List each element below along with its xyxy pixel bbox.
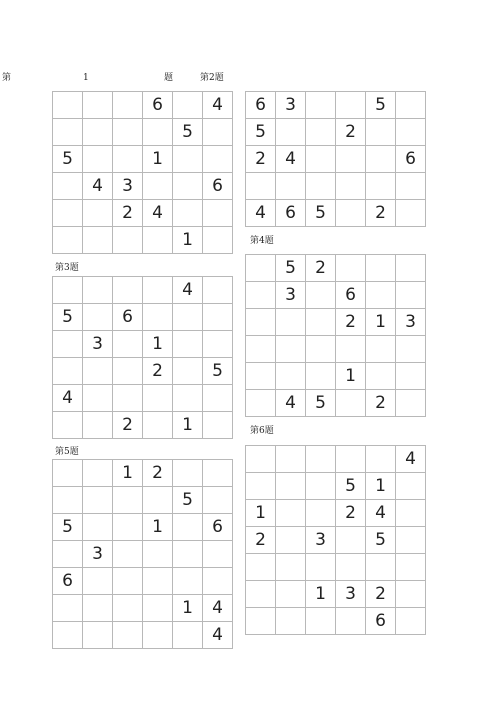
- grid-cell: [396, 581, 426, 608]
- grid-cell: [336, 608, 366, 635]
- grid-row: [53, 227, 233, 254]
- grid-cell: 1: [306, 581, 336, 608]
- grid-cell: [143, 173, 173, 200]
- grid-cell: [306, 363, 336, 390]
- grid-cell: 4: [396, 446, 426, 473]
- puzzle-5-grid: [52, 459, 233, 649]
- grid-cell: [246, 309, 276, 336]
- grid-cell: 2: [246, 146, 276, 173]
- grid-cell: [336, 336, 366, 363]
- grid-cell: [246, 581, 276, 608]
- grid-cell: 4: [276, 146, 306, 173]
- grid-row: [53, 412, 233, 439]
- grid-cell: 2: [336, 500, 366, 527]
- puzzle-4-label: 第4题: [250, 236, 274, 246]
- puzzle-1-label-prefix: 第: [2, 73, 12, 83]
- grid-row: [246, 255, 426, 282]
- grid-row: [53, 514, 233, 541]
- grid-cell: [306, 554, 336, 581]
- grid-row: [246, 200, 426, 227]
- grid-cell: [83, 487, 113, 514]
- grid-cell: [203, 146, 233, 173]
- grid-cell: 6: [143, 92, 173, 119]
- grid-cell: 3: [113, 173, 143, 200]
- grid-row: [53, 92, 233, 119]
- grid-cell: 4: [203, 92, 233, 119]
- grid-row: [246, 608, 426, 635]
- grid-row: [246, 309, 426, 336]
- grid-cell: [306, 92, 336, 119]
- grid-cell: [83, 200, 113, 227]
- grid-cell: 5: [366, 527, 396, 554]
- grid-cell: 2: [366, 581, 396, 608]
- grid-cell: [143, 385, 173, 412]
- grid-cell: [366, 255, 396, 282]
- grid-cell: [173, 331, 203, 358]
- grid-cell: 1: [173, 595, 203, 622]
- grid-cell: [203, 331, 233, 358]
- grid-cell: 1: [336, 363, 366, 390]
- grid-cell: [113, 514, 143, 541]
- grid-cell: [276, 500, 306, 527]
- grid-cell: [306, 500, 336, 527]
- grid-cell: 4: [203, 622, 233, 649]
- grid-row: [53, 119, 233, 146]
- grid-cell: 3: [306, 527, 336, 554]
- grid-cell: [396, 527, 426, 554]
- grid-cell: [83, 227, 113, 254]
- grid-cell: [246, 554, 276, 581]
- grid-cell: [366, 336, 396, 363]
- grid-cell: [276, 173, 306, 200]
- grid-row: [246, 173, 426, 200]
- grid-cell: [53, 331, 83, 358]
- grid-cell: [276, 608, 306, 635]
- grid-row: [53, 277, 233, 304]
- grid-row: [53, 146, 233, 173]
- grid-cell: [83, 460, 113, 487]
- grid-cell: 2: [336, 119, 366, 146]
- grid-cell: [143, 304, 173, 331]
- grid-row: [53, 304, 233, 331]
- grid-cell: [83, 514, 113, 541]
- grid-cell: [113, 358, 143, 385]
- grid-cell: 1: [173, 412, 203, 439]
- grid-cell: [173, 358, 203, 385]
- grid-cell: [113, 487, 143, 514]
- grid-cell: 6: [396, 146, 426, 173]
- grid-cell: [396, 92, 426, 119]
- grid-cell: [366, 119, 396, 146]
- grid-row: [53, 622, 233, 649]
- grid-cell: [83, 358, 113, 385]
- grid-cell: [336, 146, 366, 173]
- grid-cell: [366, 363, 396, 390]
- grid-cell: 6: [203, 173, 233, 200]
- grid-cell: [203, 200, 233, 227]
- grid-cell: [246, 446, 276, 473]
- grid-row: [246, 119, 426, 146]
- grid-cell: [203, 541, 233, 568]
- grid-row: [246, 527, 426, 554]
- grid-cell: [246, 473, 276, 500]
- grid-cell: [246, 173, 276, 200]
- grid-cell: 6: [276, 200, 306, 227]
- grid-row: [246, 581, 426, 608]
- grid-cell: [203, 119, 233, 146]
- grid-row: [246, 92, 426, 119]
- grid-row: [53, 173, 233, 200]
- grid-cell: [173, 514, 203, 541]
- puzzle-4-grid: [245, 254, 426, 417]
- grid-row: [53, 385, 233, 412]
- grid-cell: [113, 146, 143, 173]
- grid-row: [53, 541, 233, 568]
- grid-row: [246, 390, 426, 417]
- grid-cell: [396, 336, 426, 363]
- grid-cell: [53, 119, 83, 146]
- grid-cell: [246, 255, 276, 282]
- grid-cell: [53, 541, 83, 568]
- grid-cell: [173, 200, 203, 227]
- grid-cell: 5: [336, 473, 366, 500]
- grid-cell: [113, 277, 143, 304]
- grid-cell: [113, 622, 143, 649]
- grid-cell: [306, 336, 336, 363]
- grid-cell: [366, 554, 396, 581]
- grid-cell: [173, 622, 203, 649]
- grid-cell: [143, 595, 173, 622]
- grid-cell: [276, 446, 306, 473]
- grid-cell: [336, 390, 366, 417]
- grid-cell: 5: [173, 119, 203, 146]
- grid-row: [53, 460, 233, 487]
- grid-row: [246, 363, 426, 390]
- grid-cell: 5: [53, 146, 83, 173]
- grid-cell: [246, 282, 276, 309]
- grid-cell: 1: [143, 146, 173, 173]
- grid-cell: [336, 92, 366, 119]
- grid-cell: 4: [143, 200, 173, 227]
- grid-cell: 5: [53, 304, 83, 331]
- grid-cell: [53, 358, 83, 385]
- puzzle-6-label: 第6题: [250, 426, 274, 436]
- grid-cell: 3: [276, 282, 306, 309]
- puzzle-5-label: 第5题: [55, 447, 79, 457]
- grid-cell: [276, 336, 306, 363]
- puzzle-3-label: 第3题: [55, 263, 79, 273]
- grid-cell: [83, 622, 113, 649]
- grid-cell: 1: [113, 460, 143, 487]
- grid-cell: 5: [306, 390, 336, 417]
- grid-cell: 5: [276, 255, 306, 282]
- grid-cell: [143, 622, 173, 649]
- grid-cell: [276, 119, 306, 146]
- grid-cell: 5: [366, 92, 396, 119]
- grid-row: [246, 500, 426, 527]
- grid-cell: 6: [366, 608, 396, 635]
- grid-cell: [306, 473, 336, 500]
- grid-cell: [173, 460, 203, 487]
- grid-cell: [203, 277, 233, 304]
- grid-cell: [396, 255, 426, 282]
- grid-cell: 4: [53, 385, 83, 412]
- grid-cell: [113, 568, 143, 595]
- grid-row: [246, 336, 426, 363]
- grid-cell: [53, 460, 83, 487]
- grid-cell: 4: [276, 390, 306, 417]
- grid-cell: [366, 282, 396, 309]
- grid-cell: [306, 119, 336, 146]
- puzzle-1-grid: [52, 91, 233, 254]
- puzzle-6-grid: [245, 445, 426, 635]
- grid-row: [53, 487, 233, 514]
- grid-cell: [336, 200, 366, 227]
- grid-cell: 6: [246, 92, 276, 119]
- grid-cell: [246, 390, 276, 417]
- grid-cell: 2: [366, 390, 396, 417]
- grid-cell: [306, 608, 336, 635]
- grid-cell: 4: [173, 277, 203, 304]
- grid-cell: 6: [336, 282, 366, 309]
- grid-cell: [113, 385, 143, 412]
- grid-cell: 3: [396, 309, 426, 336]
- grid-cell: [396, 500, 426, 527]
- grid-cell: [396, 473, 426, 500]
- grid-row: [53, 331, 233, 358]
- grid-cell: [276, 581, 306, 608]
- grid-cell: [173, 541, 203, 568]
- grid-cell: 5: [306, 200, 336, 227]
- grid-cell: [336, 554, 366, 581]
- grid-cell: [143, 227, 173, 254]
- grid-cell: [306, 309, 336, 336]
- grid-cell: [276, 527, 306, 554]
- grid-cell: [396, 282, 426, 309]
- grid-cell: [396, 390, 426, 417]
- grid-cell: 2: [246, 527, 276, 554]
- grid-cell: 3: [276, 92, 306, 119]
- grid-row: [246, 282, 426, 309]
- grid-cell: [203, 385, 233, 412]
- grid-cell: [203, 304, 233, 331]
- grid-cell: [143, 412, 173, 439]
- grid-cell: [53, 92, 83, 119]
- grid-row: [246, 446, 426, 473]
- grid-cell: [143, 541, 173, 568]
- grid-cell: [83, 304, 113, 331]
- grid-cell: [306, 146, 336, 173]
- grid-cell: [276, 554, 306, 581]
- grid-cell: [276, 363, 306, 390]
- grid-cell: [203, 487, 233, 514]
- grid-cell: 3: [336, 581, 366, 608]
- grid-cell: [113, 92, 143, 119]
- puzzle-3-grid: [52, 276, 233, 439]
- grid-cell: [53, 173, 83, 200]
- grid-cell: [246, 363, 276, 390]
- grid-cell: 1: [143, 514, 173, 541]
- grid-cell: [83, 412, 113, 439]
- grid-cell: [366, 173, 396, 200]
- grid-cell: [113, 595, 143, 622]
- grid-cell: 6: [53, 568, 83, 595]
- grid-cell: [143, 568, 173, 595]
- puzzle-1-label-number: 1: [83, 73, 89, 83]
- grid-cell: [396, 554, 426, 581]
- grid-cell: [53, 277, 83, 304]
- grid-cell: [203, 412, 233, 439]
- puzzle-1-label-suffix: 题: [164, 73, 174, 83]
- grid-cell: [246, 336, 276, 363]
- grid-cell: [83, 92, 113, 119]
- grid-row: [53, 568, 233, 595]
- grid-cell: [113, 541, 143, 568]
- grid-cell: 5: [203, 358, 233, 385]
- grid-cell: [173, 568, 203, 595]
- grid-cell: 1: [246, 500, 276, 527]
- grid-cell: 2: [336, 309, 366, 336]
- grid-cell: 2: [113, 200, 143, 227]
- grid-cell: [396, 173, 426, 200]
- grid-cell: 1: [143, 331, 173, 358]
- grid-cell: [53, 595, 83, 622]
- grid-cell: [276, 473, 306, 500]
- grid-cell: 5: [246, 119, 276, 146]
- grid-cell: [113, 227, 143, 254]
- grid-cell: [173, 304, 203, 331]
- grid-cell: [83, 146, 113, 173]
- grid-cell: 2: [143, 460, 173, 487]
- grid-cell: 3: [83, 541, 113, 568]
- grid-cell: [366, 446, 396, 473]
- grid-cell: 1: [366, 309, 396, 336]
- grid-cell: 5: [173, 487, 203, 514]
- grid-cell: 6: [113, 304, 143, 331]
- grid-row: [246, 146, 426, 173]
- grid-cell: [143, 119, 173, 146]
- grid-cell: [396, 200, 426, 227]
- grid-cell: [173, 146, 203, 173]
- grid-cell: 5: [53, 514, 83, 541]
- grid-cell: [53, 487, 83, 514]
- grid-cell: 6: [203, 514, 233, 541]
- grid-cell: [246, 608, 276, 635]
- puzzle-2-grid: [245, 91, 426, 227]
- grid-cell: 1: [173, 227, 203, 254]
- grid-cell: [203, 568, 233, 595]
- grid-cell: [306, 446, 336, 473]
- grid-cell: 2: [113, 412, 143, 439]
- grid-cell: [203, 460, 233, 487]
- grid-cell: [143, 277, 173, 304]
- grid-cell: [336, 527, 366, 554]
- grid-cell: [53, 227, 83, 254]
- grid-cell: 2: [366, 200, 396, 227]
- grid-cell: [113, 331, 143, 358]
- grid-cell: 4: [366, 500, 396, 527]
- grid-cell: [336, 255, 366, 282]
- grid-cell: 4: [203, 595, 233, 622]
- grid-cell: [143, 487, 173, 514]
- grid-cell: [53, 622, 83, 649]
- grid-cell: [306, 173, 336, 200]
- grid-cell: 4: [83, 173, 113, 200]
- grid-cell: [396, 363, 426, 390]
- grid-cell: [113, 119, 143, 146]
- grid-cell: [83, 385, 113, 412]
- grid-cell: [83, 568, 113, 595]
- grid-cell: 2: [306, 255, 336, 282]
- grid-cell: [396, 119, 426, 146]
- grid-cell: 4: [246, 200, 276, 227]
- grid-cell: [83, 595, 113, 622]
- grid-cell: [53, 200, 83, 227]
- grid-cell: [203, 227, 233, 254]
- grid-row: [53, 358, 233, 385]
- grid-cell: 3: [83, 331, 113, 358]
- grid-cell: [276, 309, 306, 336]
- puzzle-2-label: 第2题: [200, 73, 224, 83]
- grid-cell: [396, 608, 426, 635]
- grid-cell: [173, 173, 203, 200]
- grid-cell: 1: [366, 473, 396, 500]
- grid-cell: 2: [143, 358, 173, 385]
- grid-cell: [306, 282, 336, 309]
- grid-cell: [366, 146, 396, 173]
- grid-cell: [336, 446, 366, 473]
- grid-cell: [173, 92, 203, 119]
- grid-cell: [336, 173, 366, 200]
- grid-cell: [53, 412, 83, 439]
- grid-cell: [83, 277, 113, 304]
- grid-cell: [173, 385, 203, 412]
- grid-row: [246, 473, 426, 500]
- grid-row: [53, 200, 233, 227]
- grid-row: [53, 595, 233, 622]
- grid-row: [246, 554, 426, 581]
- grid-cell: [83, 119, 113, 146]
